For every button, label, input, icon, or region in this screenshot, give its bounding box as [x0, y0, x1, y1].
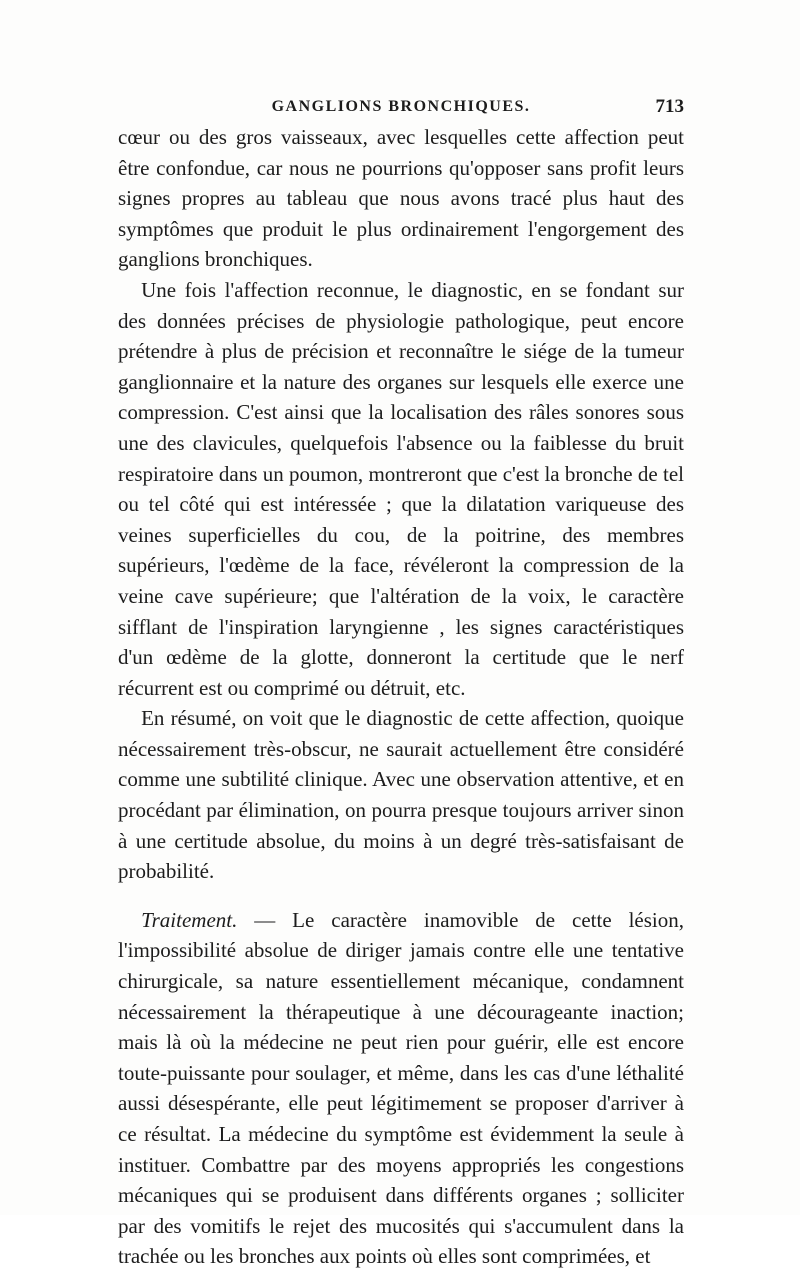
body-text	[118, 122, 684, 1272]
section-heading-traitement: Traitement.	[141, 907, 238, 932]
paragraph-continuation: cœur ou des gros vaisseaux, avec lesquelles cette affection peut être confondue, car nous ne pourrions qu'opposer sans profit leurs signes propres au tableau que nous avons tracé plus haut des symptômes que produit le plus ordinairement l'engorgement des ganglions bronchiques.	[118, 125, 684, 272]
paragraph-traitement-text: — Le caractère inamovible de cette lésion, l'impossibilité absolue de diriger jamais contre elle une tentative chirurgicale, sa nature essentiellement mécanique, condamnent nécessairement la thérapeutique à une décourageante inaction; mais là où la médecine ne peut rien pour guérir, elle est encore toute-puissante pour soulager, et même, dans les cas d'une léthalité aussi désespérante, elle peut légitimement se proposer d'arriver à ce résultat. La médecine du symptôme est évidemment la seule à instituer. Combattre par des moyens appropriés les congestions mécaniques qui se produisent dans différents organes ; solliciter par des vomitifs le rejet des mucosités qui s'accumulent dans la trachée ou les bronches aux points où elles sont comprimées, et	[118, 907, 684, 1269]
paragraph-traitement	[118, 905, 684, 1272]
page-number: 713	[655, 96, 684, 117]
paragraph-resume: En résumé, on voit que le diagnostic de cette affection, quoique nécessairement très-obscur, ne saurait actuellement être considéré comme une subtilité clinique. Avec une observation attentive, et en procédant par élimination, on pourra presque toujours arriver sinon à une certitude absolue, du moins à un degré très-satisfaisant de probabilité.	[118, 706, 684, 884]
running-title: GANGLIONS BRONCHIQUES.	[271, 98, 531, 115]
paragraph-diagnostic-localisation: Une fois l'affection reconnue, le diagnostic, en se fondant sur des données précises de physiologie pathologique, peut encore prétendre à plus de précision et reconnaître le siége de la tumeur ganglionnaire et la nature des organes sur lesquels elle exerce une compression. C'est ainsi que la localisation des râles sonores sous une des clavicules, quelquefois l'absence ou la faiblesse du bruit respiratoire dans un poumon, montreront que c'est la bronche de tel ou tel côté qui est intéressée ; que la dilatation variqueuse des veines superficielles du cou, de la poitrine, des membres supérieurs, l'œdème de la face, révéleront la compression de la veine cave supérieure; que l'altération de la voix, le caractère sifflant de l'inspiration laryngienne , les signes caractéristiques d'un œdème de la glotte, donneront la certitude que le nerf récurrent est ou comprimé ou détruit, etc.	[118, 277, 684, 700]
running-header	[118, 92, 684, 122]
